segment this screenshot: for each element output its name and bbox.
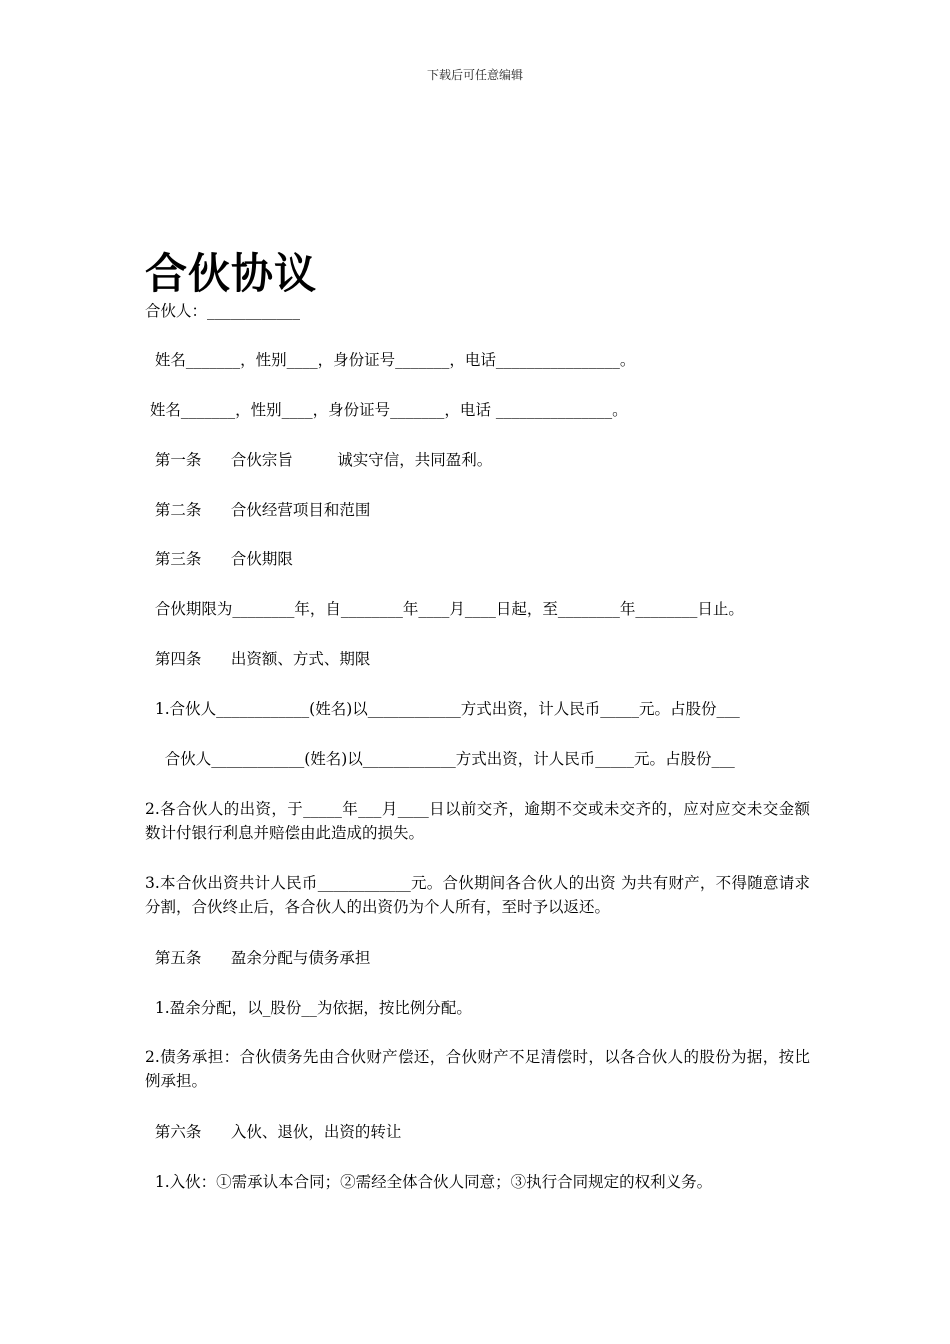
- contribution-deadline: 2.各合伙人的出资，于_____年___月____日以前交齐，逾期不交或未交齐的，应对应交未交金额数计付银行利息并赔偿由此造成的损失。: [145, 800, 810, 842]
- article-4: 第四条 出资额、方式、期限: [145, 650, 371, 668]
- document-title: 合伙协议: [145, 249, 318, 298]
- page-header: 下载后可任意编辑: [426, 68, 523, 82]
- article-2: 第二条 合伙经营项目和范围: [145, 501, 371, 519]
- debt-bearing: 2.债务承担：合伙债务先由合伙财产偿还，合伙财产不足清偿时，以各合伙人的股份为据，按比例承担。: [145, 1048, 810, 1090]
- partner-line: 合伙人：____________: [145, 302, 301, 320]
- total-contribution: 3.本合伙出资共计人民币____________元。合伙期间各合伙人的出资 为共有财产，不得随意请求分割，合伙终止后，各合伙人的出资仍为个人所有，至时予以返还。: [145, 874, 810, 916]
- partner-1-info: 姓名_______，性别____，身份证号_______，电话________________。: [145, 351, 636, 369]
- article-6: 第六条 入伙、退伙，出资的转让: [145, 1123, 402, 1141]
- article-1: 第一条 合伙宗旨 诚实守信，共同盈利。: [145, 451, 493, 469]
- article-3: 第三条 合伙期限: [145, 550, 293, 568]
- article-5: 第五条 盈余分配与债务承担: [145, 949, 371, 967]
- partner-2-info: 姓名_______，性别____，身份证号_______，电话 _______________。: [145, 401, 628, 419]
- term-clause: 合伙期限为________年，自________年____月____日起，至________年________日止。: [145, 600, 744, 618]
- contribution-2: 合伙人____________(姓名)以____________方式出资，计人民币_____元。占股份___: [145, 750, 735, 768]
- contribution-1: 1.合伙人____________(姓名)以____________方式出资，计人民币_____元。占股份___: [145, 700, 740, 718]
- joining-clause: 1.入伙：①需承认本合同；②需经全体合伙人同意；③执行合同规定的权利义务。: [145, 1173, 713, 1191]
- profit-distribution: 1.盈余分配，以_股份__为依据，按比例分配。: [145, 999, 472, 1017]
